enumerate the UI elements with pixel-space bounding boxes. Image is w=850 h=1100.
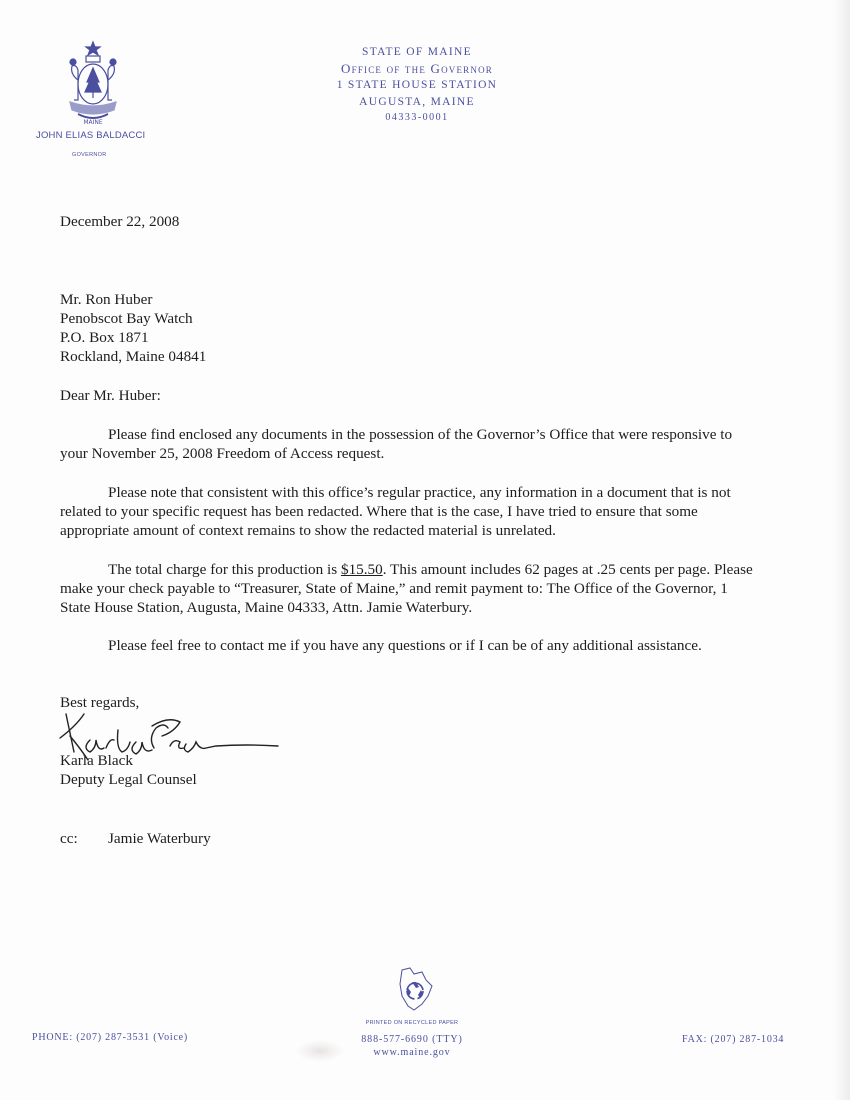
governor-title: GOVERNOR bbox=[72, 152, 107, 158]
seal-banner-text: MAINE bbox=[83, 119, 103, 126]
address-line: Penobscot Bay Watch bbox=[60, 310, 193, 327]
footer-tty: 888-577-6690 (TTY) bbox=[361, 1034, 463, 1045]
signer-block bbox=[60, 751, 197, 789]
cc-line bbox=[60, 829, 211, 848]
footer-tty-web bbox=[340, 1033, 484, 1059]
cc-name: Jamie Waterbury bbox=[108, 830, 211, 847]
recipient-address bbox=[60, 290, 206, 366]
letterhead-city: AUGUSTA, MAINE bbox=[359, 95, 475, 108]
address-line: Rockland, Maine 04841 bbox=[60, 348, 207, 365]
letterhead-zip: 04333-0001 bbox=[385, 112, 449, 123]
recycle-maine-icon bbox=[392, 966, 436, 1014]
charge-amount: $15.50 bbox=[340, 561, 383, 578]
letterhead-address bbox=[300, 44, 534, 127]
paragraph-charges bbox=[60, 560, 760, 617]
state-seal-icon bbox=[62, 40, 124, 128]
closing: Best regards, bbox=[60, 694, 140, 711]
scan-edge-shadow bbox=[834, 0, 850, 1100]
recycled-paper-note: PRINTED ON RECYCLED PAPER bbox=[365, 1020, 459, 1026]
governor-name: JOHN ELIAS BALDACCI bbox=[36, 130, 146, 141]
letterhead-state: STATE OF MAINE bbox=[362, 46, 472, 58]
signer-name: Karla Black bbox=[60, 752, 133, 769]
footer-fax: FAX: (207) 287-1034 bbox=[682, 1034, 785, 1045]
cc-label: cc: bbox=[60, 830, 78, 847]
salutation: Dear Mr. Huber: bbox=[60, 387, 161, 404]
charges-intro: The total charge for this production is bbox=[108, 561, 341, 578]
signer-title: Deputy Legal Counsel bbox=[60, 771, 197, 788]
footer-phone: PHONE: (207) 287-3531 (Voice) bbox=[32, 1032, 189, 1043]
paragraph-redaction-note: Please note that consistent with this office’s regular practice, any information in a document that is not related to your specific request has been redacted. Where that is the case, I have tried to ensure that some appropriate amount of context remains to show the redacted material is unrelated. bbox=[60, 484, 731, 539]
letter-date: December 22, 2008 bbox=[60, 213, 180, 230]
charges-details: . This amount includes 62 pages at .25 cents per page. Please make your check payable to “Treasurer, State of Maine,” and remit payment to: The Office of the Governor, 1 State House Station, Augusta, Maine 04333, Attn. Jamie Waterbury. bbox=[60, 561, 753, 616]
footer-web: www.maine.gov bbox=[373, 1047, 451, 1058]
address-line: P.O. Box 1871 bbox=[60, 329, 149, 346]
address-line: Mr. Ron Huber bbox=[60, 291, 153, 308]
letterhead-station: 1 STATE HOUSE STATION bbox=[336, 79, 498, 91]
paragraph-enclosed-documents: Please find enclosed any documents in the possession of the Governor’s Office that were responsive to your November 25, 2008 Freedom of Access request. bbox=[60, 426, 733, 462]
scan-smudge bbox=[296, 1040, 344, 1062]
paragraph-contact: Please feel free to contact me if you have any questions or if I can be of any additional assistance. bbox=[108, 637, 702, 654]
letterhead-office: Office of the Governor bbox=[341, 60, 493, 76]
